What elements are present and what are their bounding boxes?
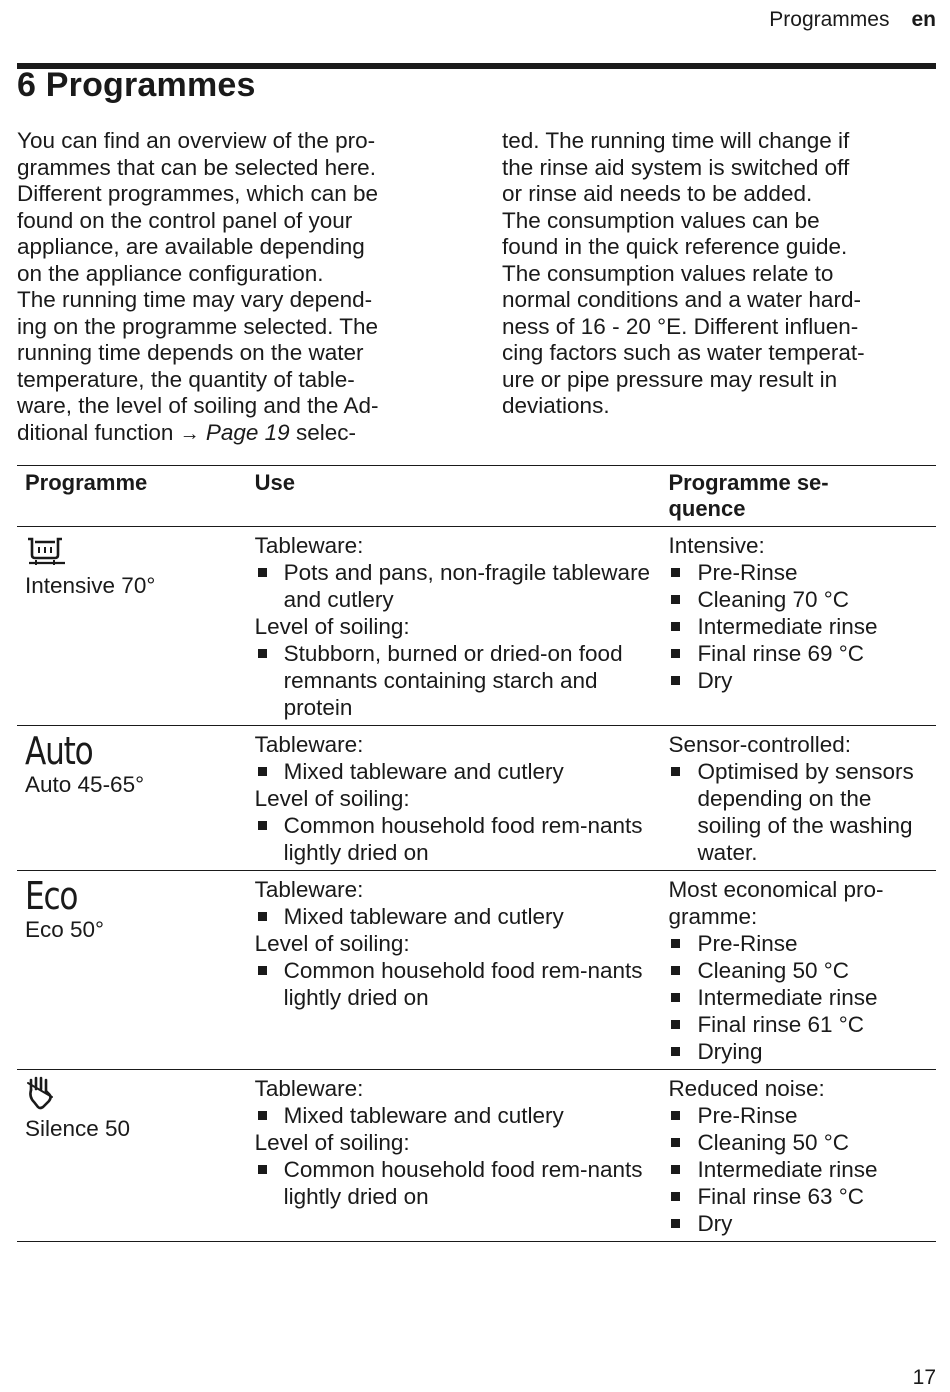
sequence-label: Intensive: [668, 533, 765, 558]
soiling-label: Level of soiling: [254, 1130, 410, 1155]
list-item: Common household food rem-nants lightly dried on [255, 812, 652, 866]
intro-line: found in the quick reference guide. [502, 234, 848, 259]
table-row [17, 1070, 936, 1242]
tableware-list [255, 559, 652, 613]
page-reference-link[interactable]: Page 19 [205, 419, 290, 445]
use-cell [246, 726, 660, 871]
list-item: Final rinse 69 °C [668, 640, 928, 667]
header-sequence [660, 466, 936, 527]
programme-table [17, 465, 936, 1242]
header-programme: Programme [17, 466, 246, 527]
programme-cell [17, 1070, 246, 1242]
sequence-cell [660, 527, 936, 726]
page-title: 6 Programmes [17, 66, 256, 104]
soiling-list [255, 640, 652, 721]
intro-line: cing factors such as water temperat- [502, 340, 865, 365]
programme-name: Silence 50 [25, 1116, 131, 1141]
sequence-list [668, 758, 928, 866]
intro-line: ted. The running time will change if [502, 128, 850, 153]
intro-line: ure or pipe pressure may result in [502, 366, 838, 392]
sequence-list [668, 930, 928, 1065]
list-item: Final rinse 61 °C [668, 1011, 928, 1038]
use-cell [246, 871, 660, 1070]
tableware-list [255, 1102, 652, 1129]
silence-hand-icon [25, 1075, 59, 1117]
intro-line: normal conditions and a water hard- [502, 287, 861, 312]
sequence-list [668, 1102, 928, 1237]
intro-left-column [17, 128, 457, 447]
list-item: Cleaning 70 °C [668, 586, 928, 613]
intro-line: ness of 16 - 20 °E. Different influen- [502, 313, 859, 339]
list-item: Pots and pans, non-fragile tableware and cutlery [255, 559, 652, 613]
sequence-label: Most economical pro-gramme: [668, 877, 884, 929]
header-language: en [911, 8, 936, 31]
list-item: Intermediate rinse [668, 1156, 928, 1183]
running-header [769, 8, 936, 32]
list-item: Optimised by sensors depending on the soiling of the washing water. [668, 758, 928, 866]
intro-left-last-line [17, 420, 457, 448]
table-header-row [17, 466, 936, 527]
sequence-cell [660, 726, 936, 871]
soiling-label: Level of soiling: [254, 931, 410, 956]
table-row [17, 871, 936, 1070]
programme-symbol [25, 731, 238, 771]
sequence-label: Reduced noise: [668, 1076, 825, 1101]
table-row [17, 726, 936, 871]
intro-line: deviations. [502, 393, 610, 418]
soiling-label: Level of soiling: [254, 786, 410, 811]
header-sequence-line-2: quence [668, 496, 746, 521]
intro-line: found on the control panel of your [17, 207, 353, 233]
list-item: Pre-Rinse [668, 1102, 928, 1129]
tableware-label: Tableware: [254, 533, 364, 558]
sequence-list [668, 559, 928, 694]
programme-name: Eco 50° [25, 917, 105, 942]
list-item: Dry [668, 667, 928, 694]
intro-line: on the appliance configuration. [17, 260, 324, 286]
intro-last-suffix: selec- [289, 419, 356, 445]
intro-line: The running time may vary depend- [17, 287, 373, 312]
sequence-cell [660, 871, 936, 1070]
sequence-label: Sensor-controlled: [668, 732, 852, 757]
intro-line: You can find an overview of the pro- [17, 128, 376, 153]
soiling-list [255, 812, 652, 866]
programme-symbol [25, 532, 238, 572]
programme-symbol [25, 1075, 238, 1115]
intro-line: the rinse aid system is switched off [502, 154, 850, 180]
intro-line: grammes that can be selected here. [17, 154, 376, 180]
soiling-list [255, 957, 652, 1011]
tableware-label: Tableware: [254, 1076, 364, 1101]
intro-line: running time depends on the water [17, 340, 364, 365]
intro-line: ware, the level of soiling and the Ad- [17, 393, 379, 418]
tableware-list [255, 903, 652, 930]
programme-cell [17, 527, 246, 726]
list-item: Stubborn, burned or dried-on food remnants containing starch and protein [255, 640, 652, 721]
intro-line: The consumption values can be [502, 207, 820, 233]
tableware-list [255, 758, 652, 785]
intro-line: ing on the programme selected. The [17, 313, 379, 339]
intro-line: The consumption values relate to [502, 260, 834, 286]
list-item: Pre-Rinse [668, 559, 928, 586]
arrow-icon: → [179, 422, 200, 445]
header-use: Use [246, 466, 660, 527]
table-row [17, 527, 936, 726]
tableware-label: Tableware: [254, 877, 364, 902]
page-number: 17 [912, 1366, 936, 1389]
list-item: Intermediate rinse [668, 613, 928, 640]
list-item: Cleaning 50 °C [668, 957, 928, 984]
header-sequence-line-1: Programme se- [668, 470, 829, 495]
list-item: Cleaning 50 °C [668, 1129, 928, 1156]
soiling-label: Level of soiling: [254, 614, 410, 639]
list-item: Drying [668, 1038, 928, 1065]
list-item: Dry [668, 1210, 928, 1237]
use-cell [246, 1070, 660, 1242]
programme-name: Auto 45-65° [25, 772, 145, 797]
list-item: Intermediate rinse [668, 984, 928, 1011]
programme-symbol [25, 876, 238, 916]
programme-name: Intensive 70° [25, 573, 156, 598]
intro-last-prefix: ditional function [17, 419, 180, 445]
header-section: Programmes [769, 8, 890, 31]
list-item: Final rinse 63 °C [668, 1183, 928, 1210]
list-item: Common household food rem-nants lightly dried on [255, 1156, 652, 1210]
auto-text-icon: Auto [25, 729, 93, 773]
list-item: Common household food rem-nants lightly dried on [255, 957, 652, 1011]
list-item: Pre-Rinse [668, 930, 928, 957]
intro-line: temperature, the quantity of table- [17, 366, 355, 392]
list-item: Mixed tableware and cutlery [255, 758, 652, 785]
list-item: Mixed tableware and cutlery [255, 903, 652, 930]
list-item: Mixed tableware and cutlery [255, 1102, 652, 1129]
intro-line: appliance, are available depending [17, 234, 365, 259]
sequence-cell [660, 1070, 936, 1242]
soiling-list [255, 1156, 652, 1210]
programme-cell [17, 871, 246, 1070]
eco-text-icon: Eco [25, 874, 78, 918]
programme-cell [17, 726, 246, 871]
intro-line: or rinse aid needs to be added. [502, 181, 813, 206]
intro-line: Different programmes, which can be [17, 181, 378, 206]
intensive-pot-icon [25, 532, 69, 572]
intro-right-column [502, 128, 932, 420]
tableware-label: Tableware: [254, 732, 364, 757]
use-cell [246, 527, 660, 726]
